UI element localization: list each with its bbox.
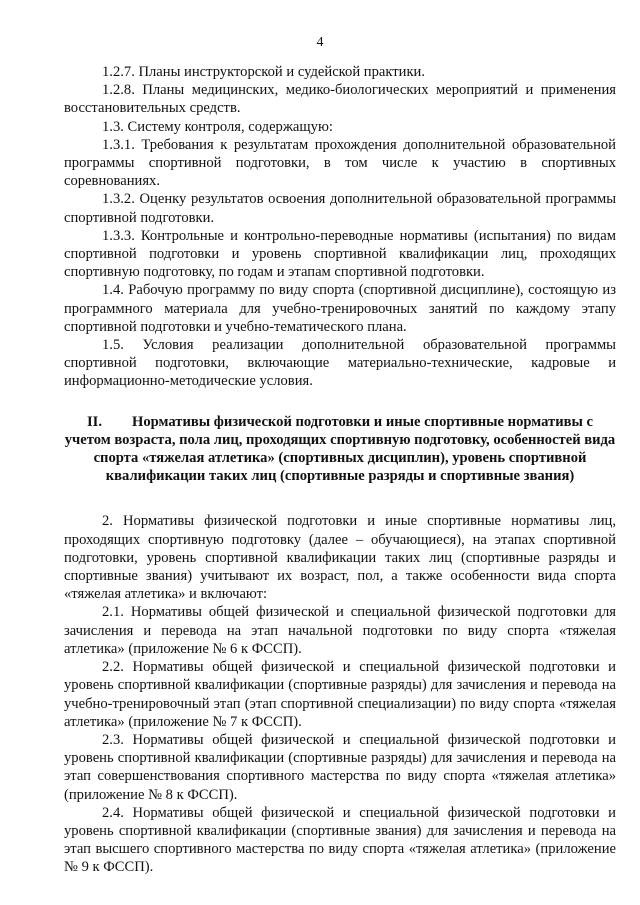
spacer <box>64 485 616 512</box>
item-1-2-7: 1.2.7. Планы инструкторской и судейской практики. <box>102 64 425 80</box>
paragraph-2-4: 2.4. Нормативы общей физической и специальной физической подготовки и уровень спортивной квалификации (спортивные звания) для зачисления и перевода на этап высшего спортивного мастерства по виду спорта «тяжелая атлетика» (приложение № 9 к ФССП). <box>64 804 616 876</box>
item-1-3-3: 1.3.3. Контрольные и контрольно-переводные нормативы (испытания) по видам спортивной подготовки и уровень спортивной квалификации лиц, проходящих спортивную подготовку, по годам и этапам спортивной подготовки. <box>64 227 616 281</box>
item-1-5: 1.5. Условия реализации дополнительной образовательной программы спортивной подготовки, включающие материально-технические, кадровые и информационно-методические условия. <box>64 337 616 390</box>
section-number: II. <box>86 413 102 430</box>
item-1-3-2: 1.3.2. Оценку результатов освоения дополнительной образовательной программы спортивной подготовки. <box>64 191 616 226</box>
section-heading <box>64 413 616 486</box>
item-1-3-1: 1.3.1. Требования к результатам прохождения дополнительной образовательной программы спортивной подготовки, в том числе к участию в спортивных соревнованиях. <box>64 136 616 190</box>
document-body <box>64 63 616 877</box>
paragraph-2-2: 2.2. Нормативы общей физической и специальной физической подготовки и уровень спортивной квалификации (спортивные разряды) для зачисления и перевода на учебно-тренировочный этап (этап спортивной специализации) по виду спорта «тяжелая атлетика» (приложение № 7 к ФССП). <box>64 659 616 730</box>
page-number: 4 <box>316 35 324 50</box>
paragraph-2-1: 2.1. Нормативы общей физической и специальной физической подготовки для зачисления и перевода на этап начальной подготовки по виду спорта «тяжелая атлетика» (приложение № 6 к ФССП). <box>64 604 616 657</box>
item-1-3: 1.3. Систему контроля, содержащую: <box>102 118 333 135</box>
item-1-2-8: 1.2.8. Планы медицинских, медико-биологических мероприятий и применения восстановительных средств. <box>64 82 616 117</box>
paragraph-2-3: 2.3. Нормативы общей физической и специальной физической подготовки и уровень спортивной квалификации (спортивные разряды) для зачисления и перевода на этап совершенствования спортивного мастерства по виду спорта «тяжелая атлетика» (приложение № 8 к ФССП). <box>64 731 616 803</box>
section-title: Нормативы физической подготовки и иные спортивные нормативы с учетом возраста, пола лиц, проходящих спортивную подготовку, особенностей вида спорта «тяжелая атлетика» (спортивных дисциплин), уровень спортивной квалификации таких лиц (спортивные разряды и спортивные звания) <box>64 413 616 485</box>
paragraph-2: 2. Нормативы физической подготовки и иные спортивные нормативы лиц, проходящих спортивную подготовку (далее – обучающиеся), на этапах спортивной подготовки, уровень спортивной квалификации таких лиц (спортивные разряды и спортивные звания) учитывают их возраст, пол, а также особенности вида спорта «тяжелая атлетика» и включают: <box>64 513 616 603</box>
item-1-4: 1.4. Рабочую программу по виду спорта (спортивной дисциплине), состоящую из программного материала для учебно-тренировочных занятий по каждому этапу спортивной подготовки и учебно-тематического плана. <box>64 282 616 335</box>
